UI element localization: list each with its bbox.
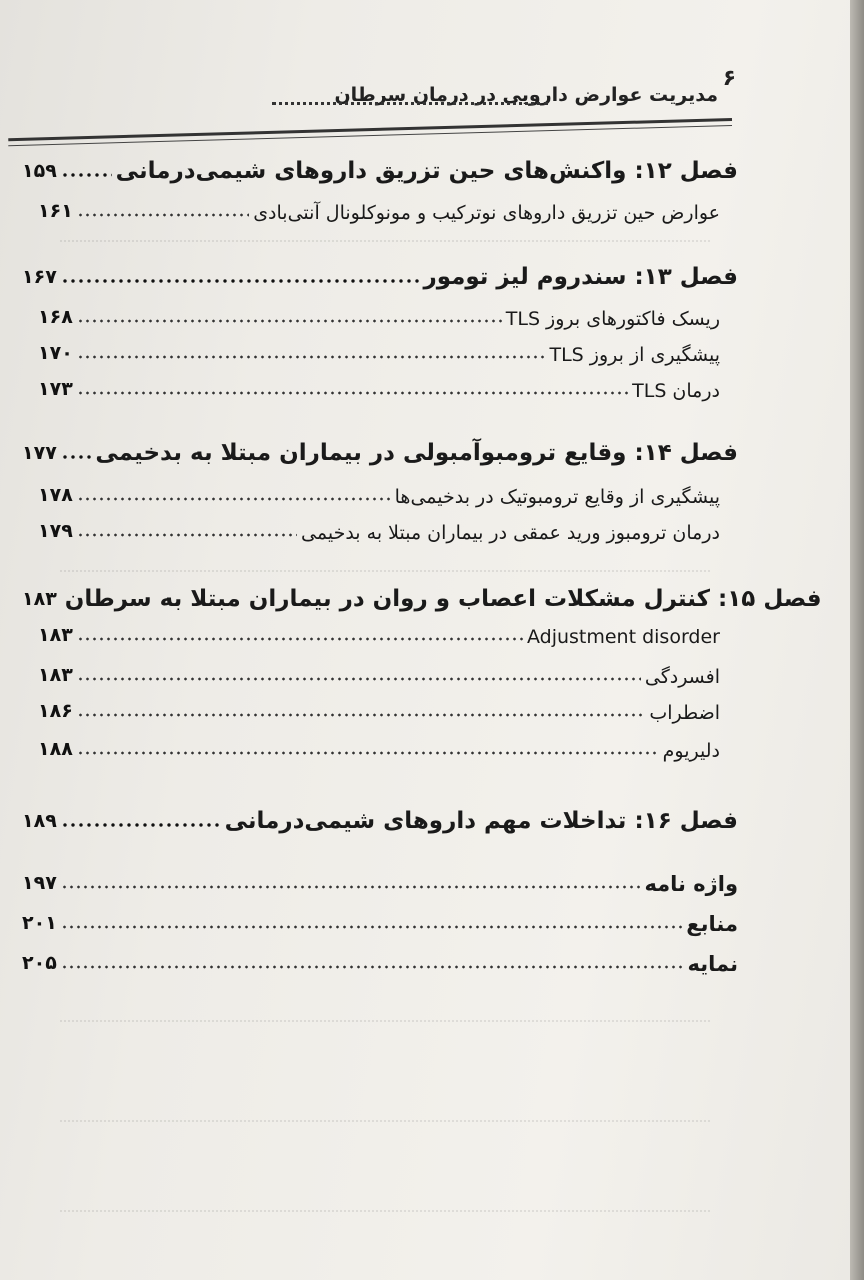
leader-dots — [77, 496, 391, 502]
toc-page-number: ۱۶۸ — [38, 306, 73, 328]
leader-dots — [77, 318, 502, 324]
toc-entry-title: ریسک فاکتورهای بروز TLS — [505, 308, 720, 330]
toc-entry-title: پیشگیری از وقایع ترومبوتیک در بدخیمی‌ها — [394, 486, 720, 508]
toc-chapter-16[interactable] — [22, 800, 738, 834]
toc-page-number: ۱۶۱ — [38, 200, 73, 222]
toc-page-number: ۲۰۱ — [22, 912, 57, 934]
leader-dots — [61, 172, 112, 178]
toc-chapter-title: فصل ۱۶: تداخلات مهم داروهای شیمی‌درمانی — [224, 808, 738, 834]
toc-entry[interactable] — [38, 510, 720, 544]
toc-entry-title: افسردگی — [644, 666, 720, 688]
leader-dots — [61, 454, 92, 460]
toc-chapter-title: فصل ۱۳: سندروم لیز تومور — [423, 264, 738, 290]
toc-entry[interactable] — [38, 654, 720, 688]
toc-entry-title: Adjustment disorder — [526, 626, 720, 648]
toc-page-number: ۱۷۹ — [38, 520, 73, 542]
toc-entry[interactable] — [38, 296, 720, 330]
toc-index[interactable] — [22, 942, 738, 976]
toc-page-number: ۲۰۵ — [22, 952, 57, 974]
toc-chapter-13[interactable] — [22, 256, 738, 290]
toc-chapter-15[interactable] — [22, 578, 822, 612]
leader-dots — [61, 924, 683, 930]
leader-dots — [61, 964, 684, 970]
toc-chapter-title: فصل ۱۴: وقایع ترومبوآمبولی در بیماران مبتلا به بدخیمی — [95, 440, 738, 466]
toc-page-number: ۱۸۶ — [38, 700, 73, 722]
leader-dots — [77, 712, 646, 718]
leader-dots — [77, 676, 641, 682]
toc-chapter-title: فصل ۱۲: واکنش‌های حین تزریق داروهای شیمی‌درمانی — [115, 158, 738, 184]
toc-entry-title: عوارض حین تزریق داروهای نوترکیب و مونوکلونال آنتی‌بادی — [253, 202, 720, 224]
toc-chapter-14[interactable] — [22, 432, 738, 466]
book-spine-shadow — [850, 0, 864, 1280]
toc-page-number: ۱۷۳ — [38, 378, 73, 400]
leader-dots — [61, 884, 641, 890]
toc-entry[interactable] — [38, 190, 720, 224]
toc-entry-title: درمان TLS — [632, 380, 720, 402]
toc-entry[interactable] — [38, 690, 720, 724]
toc-entry[interactable] — [38, 368, 720, 402]
toc-page-number: ۱۸۹ — [22, 810, 57, 832]
toc-page-number: ۱۶۷ — [22, 266, 57, 288]
leader-dots — [77, 636, 523, 642]
leader-dots — [61, 822, 221, 828]
toc-page-number: ۱۷۷ — [22, 442, 57, 464]
toc-back-title: واژه نامه — [644, 872, 738, 896]
running-title: مدیریت عوارض دارویی در درمان سرطان — [334, 84, 718, 106]
toc-entry-title: اضطراب — [649, 702, 720, 724]
toc-page-number: ۱۸۳ — [22, 588, 57, 610]
toc-entry-title: درمان ترومبوز ورید عمقی در بیماران مبتلا به بدخیمی — [301, 522, 720, 544]
leader-dots — [77, 212, 249, 218]
toc-page-number: ۱۸۳ — [38, 624, 73, 646]
toc-entry[interactable] — [38, 332, 720, 366]
toc-page-number: ۱۷۰ — [38, 342, 73, 364]
leader-dots — [77, 354, 546, 360]
toc-entry[interactable] — [38, 728, 720, 762]
leader-dots — [77, 390, 628, 396]
toc-glossary[interactable] — [22, 862, 738, 896]
toc-entry[interactable] — [38, 474, 720, 508]
leader-dots — [77, 750, 659, 756]
toc-back-title: منابع — [686, 912, 738, 936]
toc-entry[interactable] — [38, 614, 720, 648]
leader-dots — [61, 278, 420, 284]
leader-dots — [77, 532, 297, 538]
toc-page-number: ۱۷۸ — [38, 484, 73, 506]
page-number: ۶ — [722, 66, 736, 91]
toc-chapter-title: فصل ۱۵: کنترل مشکلات اعصاب و روان در بیماران مبتلا به سرطان — [64, 586, 822, 612]
toc-back-title: نمایه — [687, 952, 738, 976]
toc-page-number: ۱۵۹ — [22, 160, 57, 182]
toc-page-number: ۱۸۸ — [38, 738, 73, 760]
toc-page-number: ۱۹۷ — [22, 872, 57, 894]
toc-references[interactable] — [22, 902, 738, 936]
toc-page-number: ۱۸۳ — [38, 664, 73, 686]
toc-chapter-12[interactable] — [22, 150, 738, 184]
toc-entry-title: دلیریوم — [662, 740, 720, 762]
toc-entry-title: پیشگیری از بروز TLS — [549, 344, 720, 366]
